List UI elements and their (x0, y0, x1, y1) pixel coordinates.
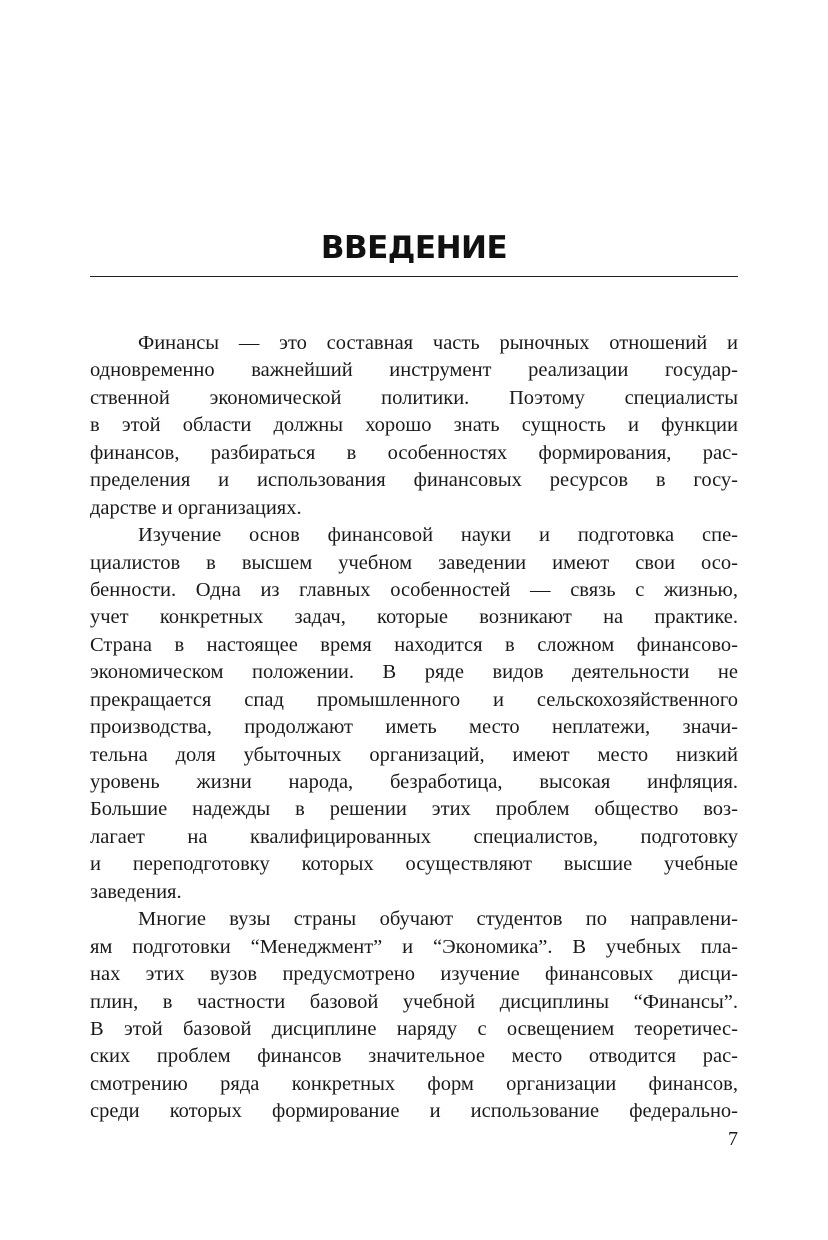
text-line: пределения и использования финансовых ресурсов в госу- (90, 469, 738, 492)
text-line: дарстве и организациях. (90, 496, 302, 519)
text-line: экономическом положении. В ряде видов деятельности не (90, 661, 738, 684)
text-line: учет конкретных задач, которые возникают на практике. (90, 606, 738, 629)
page-number: 7 (728, 1128, 738, 1150)
text-line: одновременно важнейший инструмент реализации государ- (90, 359, 738, 382)
text-line: финансов, разбираться в особенностях формирования, рас- (90, 441, 738, 464)
text-line: ских проблем финансов значительное место отводится рас- (90, 1045, 738, 1068)
text-line: Изучение основ финансовой науки и подготовка спе- (138, 524, 738, 547)
heading-rule (90, 276, 738, 277)
text-line: циалистов в высшем учебном заведении имеют свои осо- (90, 551, 738, 574)
text-line: Финансы — это составная часть рыночных отношений и (138, 332, 738, 354)
text-line: и переподготовку которых осуществляют высшие учебные (90, 853, 738, 876)
text-line: производства, продолжают иметь место неплатежи, значи- (90, 716, 738, 739)
text-line: смотрению ряда конкретных форм организации финансов, (90, 1072, 738, 1095)
text-line: Большие надежды в решении этих проблем общество воз- (90, 798, 738, 821)
text-line: уровень жизни народа, безработица, высокая инфляция. (90, 771, 738, 793)
text-line: лагает на квалифицированных специалистов, подготовку (90, 825, 738, 848)
text-line: среди которых формирование и использование федерально- (90, 1100, 738, 1123)
chapter-heading: ВВЕДЕНИЕ (320, 230, 508, 266)
text-line: нах этих вузов предусмотрено изучение финансовых дисци- (90, 963, 738, 986)
text-line: тельна доля убыточных организаций, имеют место низкий (90, 743, 738, 766)
text-line: бенности. Одна из главных особенностей — связь с жизнью, (90, 578, 738, 601)
text-line: прекращается спад промышленного и сельскохозяйственного (90, 688, 738, 711)
text-line: заведения. (90, 880, 182, 903)
text-line: плин, в частности базовой учебной дисциплины “Финансы”. (90, 990, 738, 1013)
text-line: Страна в настоящее время находится в сложном финансово- (90, 633, 738, 656)
text-line: ственной экономической политики. Поэтому специалисты (90, 386, 738, 409)
text-line: ям подготовки “Менеджмент” и “Экономика”. В учебных пла- (90, 935, 738, 958)
text-line: Многие вузы страны обучают студентов по направлени- (138, 908, 738, 931)
body-text (90, 330, 738, 1126)
text-line: В этой базовой дисциплине наряду с освещением теоретичес- (90, 1017, 738, 1040)
text-line: в этой области должны хорошо знать сущность и функции (90, 414, 738, 437)
